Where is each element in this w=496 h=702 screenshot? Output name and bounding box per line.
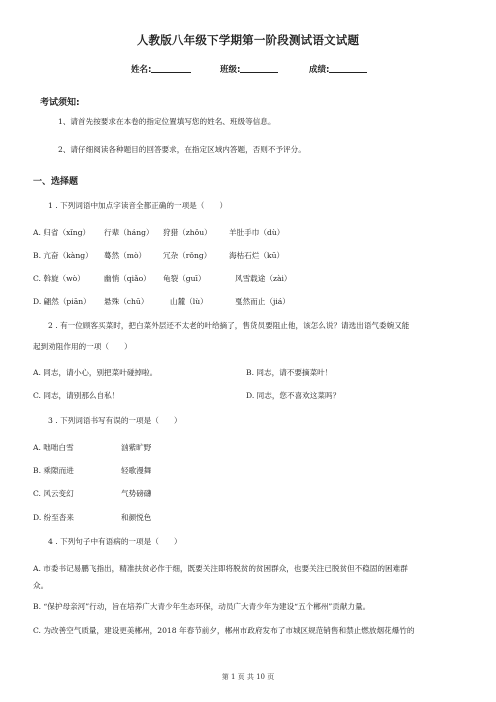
q4-option-a-line1: A. 市委书记易鹏飞指出，精准扶贫必作于细，既要关注即将脱贫的贫困群众，也要关注已脱贫但不稳固的困难群 xyxy=(33,564,408,573)
q1-option-a-3: 狩猎（zhǒu） xyxy=(163,228,212,237)
q1-option-c-3: 龟裂（guī） xyxy=(163,274,206,283)
q4-option-a-line2: 众。 xyxy=(33,581,49,590)
q2-option-b: B. 同志，请不要摘菜叶！ xyxy=(246,368,333,377)
q1-option-c-1: C. 斡旋（wò） xyxy=(33,274,85,283)
q3-option-c-2: 气势磅礴 xyxy=(121,489,152,498)
q1-option-c-4: 风雪载途（zài） xyxy=(235,274,292,283)
q2-option-a: A. 同志，请小心，别把菜叶碰掉啦。 xyxy=(33,368,158,377)
score-label: 成绩: xyxy=(309,65,330,75)
q2-option-d: D. 同志，您不喜欢这菜吗？ xyxy=(246,391,341,400)
q1-option-d-4: 戛然而止（jiá） xyxy=(235,297,290,306)
page-title: 人教版八年级下学期第一阶段测试语文试题 xyxy=(136,33,360,47)
name-blank xyxy=(151,63,191,73)
notice-item-2: 2、请仔细阅读各种题目的回答要求，在指定区域内答题，否则不予评分。 xyxy=(58,145,306,154)
page-footer: 第 1 页 共 10 页 xyxy=(221,673,275,681)
q4-option-c: C. 为改善空气质量，建设更美郴州，2018 年春节前夕，郴州市政府发布了市城区规范销售和禁止燃放烟花爆竹的 xyxy=(33,626,415,635)
q1-option-b-2: 蓦然（mò） xyxy=(104,251,147,260)
q4-option-b: B. “保护母亲河”行动，旨在培养广大青少年生态环保，动员广大青少年为建设“五个郴州”贡献力量。 xyxy=(33,602,371,611)
q2-stem-line1: 2 . 有一位顾客买菜时，把白菜外层还不太老的叶给摘了，售货员要阻止他，该怎么说？请选出语气委婉又能 xyxy=(48,321,410,330)
q3-stem: 3 . 下列词语书写有误的一项是（ ） xyxy=(48,416,182,425)
q1-option-b-1: B. 亢奋（kàng） xyxy=(33,251,93,260)
q1-option-b-3: 冗杂（rǒng） xyxy=(163,251,212,260)
q3-option-b-2: 轻歌漫舞 xyxy=(121,466,152,475)
section-heading-choice: 一、选择题 xyxy=(33,177,79,187)
q2-option-c: C. 同志，请别那么自私！ xyxy=(33,391,120,400)
q4-stem: 4 . 下列句子中有语病的一项是（ ） xyxy=(48,537,182,546)
class-label: 班级: xyxy=(220,65,241,75)
q1-stem: 1 . 下列词语中加点字读音全都正确的一项是（ ） xyxy=(48,201,228,210)
q1-option-d-3: 山麓（lù） xyxy=(170,297,208,306)
class-blank xyxy=(240,63,278,73)
q3-option-d-2: 和颜悦色 xyxy=(121,513,152,522)
q3-option-a-2: 汹紫旷野 xyxy=(121,443,152,452)
q1-option-a-1: A. 归省（xǐng） xyxy=(33,228,91,237)
q1-option-d-1: D. 翩然（piān） xyxy=(33,297,91,306)
class-field xyxy=(220,63,278,75)
q3-option-b-1: B. 乘隙而进 xyxy=(33,466,74,475)
q1-option-d-2: 悬殊（chū） xyxy=(104,297,149,306)
q1-option-c-2: 幽悄（qiǎo） xyxy=(104,274,151,283)
score-blank xyxy=(329,63,367,73)
score-field xyxy=(309,63,367,75)
notice-item-1: 1、请首先按要求在本卷的指定位置填写您的姓名、班级等信息。 xyxy=(58,117,276,126)
q1-option-b-4: 海枯石烂（kū） xyxy=(229,251,285,260)
q1-option-a-2: 行辈（háng） xyxy=(104,228,154,237)
q3-option-d-1: D. 纷至沓来 xyxy=(33,513,75,522)
q2-stem-line2: 起到劝阻作用的一项（ ） xyxy=(33,342,132,351)
q3-option-c-1: C. 风云变幻 xyxy=(33,489,74,498)
q3-option-a-1: A. 咄咄白雪 xyxy=(33,443,74,452)
name-field xyxy=(131,63,191,75)
name-label: 姓名: xyxy=(131,65,152,75)
q1-option-a-4: 羊肚手巾（dù） xyxy=(229,228,285,237)
notice-heading: 考试须知: xyxy=(40,98,80,108)
